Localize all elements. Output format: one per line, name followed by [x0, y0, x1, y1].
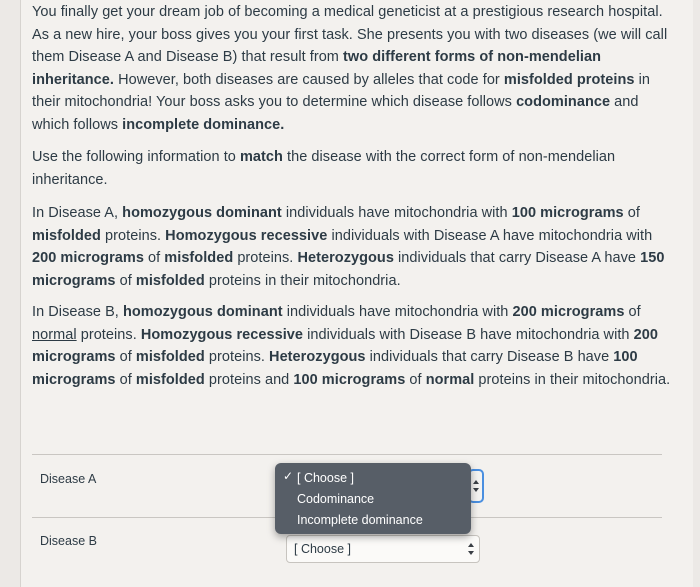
- paragraph-intro: You finally get your dream job of becoming a medical geneticist at a prestigious research hospital. As a new hire, your boss gives you your first task. She presents you with two diseases (we will call them Disease A and Disease B) that result from two different forms of non-mendelian inheritance. However, both diseases are caused by alleles that code for misfolded proteins in their mitochondria! Your boss asks you to determine which disease follows codominance and which follows incomplete dominance.: [32, 4, 668, 133]
- option-incomplete-dominance[interactable]: Incomplete dominance: [297, 513, 423, 527]
- select-arrows-icon: [467, 540, 475, 558]
- disease-b-select[interactable]: [286, 535, 480, 563]
- checkmark-icon: ✓: [283, 469, 294, 483]
- disease-a-dropdown-menu: [275, 463, 471, 534]
- paragraph-disease-a: In Disease A, homozygous dominant individuals have mitochondria with 100 micrograms of misfolded proteins. Homozygous recessive individuals with Disease A have mitochondria with 200 micrograms of misfolded proteins. Heterozygous individuals that carry Disease A have 150 micrograms of misfolded proteins in their mitochondria.: [32, 205, 665, 289]
- divider: [32, 454, 662, 455]
- disease-b-selected-value: [ Choose ]: [294, 542, 351, 556]
- disease-b-label: Disease B: [40, 534, 97, 548]
- paragraph-instructions: Use the following information to match the disease with the correct form of non-mendelian inheritance.: [32, 149, 616, 188]
- option-codominance[interactable]: Codominance: [297, 492, 375, 506]
- disease-a-label: Disease A: [40, 472, 97, 486]
- paragraph-disease-b: In Disease B, homozygous dominant individuals have mitochondria with 200 micrograms of normal proteins. Homozygous recessive individuals with Disease B have mitochondria with 200 micrograms of misfolded proteins. Heterozygous individuals that carry Disease B have 100 micrograms of misfolded proteins and 100 micrograms of normal proteins in their mitochondria.: [32, 304, 671, 388]
- option-choose[interactable]: [ Choose ]: [297, 471, 354, 485]
- select-arrows-icon: [472, 478, 480, 494]
